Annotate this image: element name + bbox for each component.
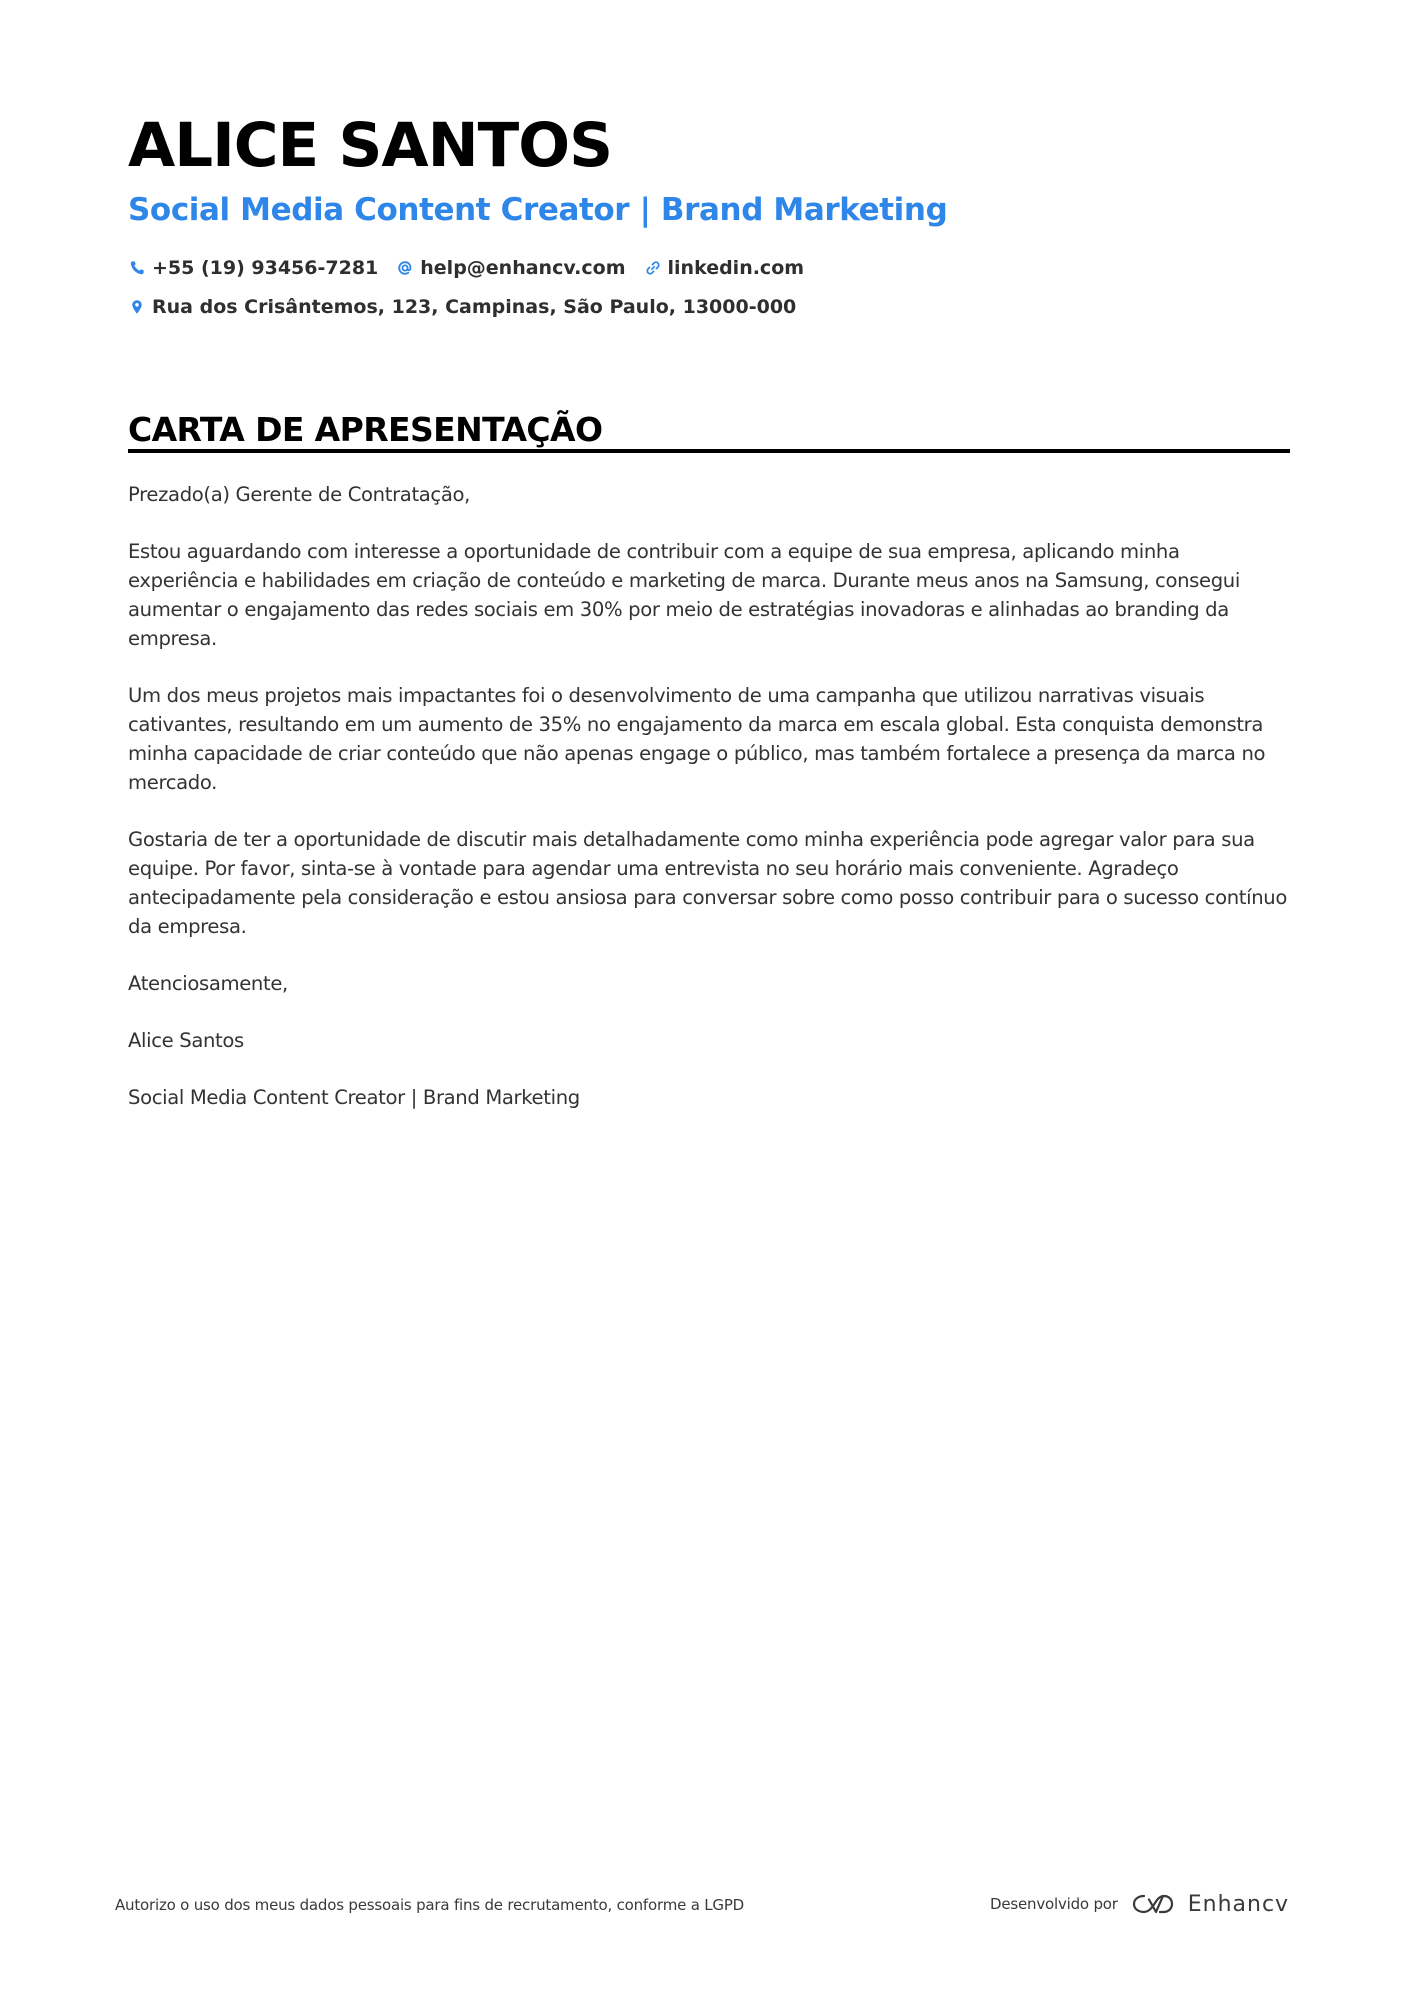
contact-address xyxy=(128,296,796,318)
signature-name: Alice Santos xyxy=(128,1029,244,1052)
phone-text: +55 (19) 93456-7281 xyxy=(152,257,379,279)
at-icon xyxy=(396,259,414,277)
candidate-headline: Social Media Content Creator | Brand Marketing xyxy=(128,192,948,228)
phone-icon xyxy=(128,259,146,277)
footer-consent: Autorizo o uso dos meus dados pessoais para fins de recrutamento, conforme a LGPD xyxy=(115,1896,745,1914)
letter-paragraph: Gostaria de ter a oportunidade de discutir mais detalhadamente como minha experiência pode agregar valor para sua equipe. Por favor, sinta-se à vontade para agendar uma entrevista no seu horário mais conveniente. Agradeço antecipadamente pela consideração e estou ansiosa para conversar sobre como posso contribuir para o sucesso contínuo da empresa. xyxy=(128,828,1288,938)
signature-title: Social Media Content Creator | Brand Marketing xyxy=(128,1086,580,1109)
address-row xyxy=(128,293,814,321)
footer-branding[interactable] xyxy=(990,1886,1289,1922)
powered-by-label: Desenvolvido por xyxy=(990,1895,1118,1913)
address-text: Rua dos Crisântemos, 123, Campinas, São Paulo, 13000-000 xyxy=(152,296,797,318)
section-title: CARTA DE APRESENTAÇÃO xyxy=(128,410,603,449)
contact-email[interactable] xyxy=(396,257,625,279)
contact-row xyxy=(128,254,822,282)
enhancv-logo-text: Enhancv xyxy=(1187,1891,1290,1917)
location-pin-icon xyxy=(128,298,146,316)
salutation: Prezado(a) Gerente de Contratação, xyxy=(128,483,471,506)
enhancv-logo-icon xyxy=(1130,1890,1176,1918)
candidate-name: ALICE SANTOS xyxy=(128,110,613,181)
contact-linkedin[interactable] xyxy=(644,257,805,279)
link-icon xyxy=(644,259,662,277)
letter-paragraph: Um dos meus projetos mais impactantes foi o desenvolvimento de uma campanha que utilizou narrativas visuais cativantes, resultando em um aumento de 35% no engajamento da marca em escala global. Esta conquista demonstra minha capacidade de criar conteúdo que não apenas engage o público, mas também fortalece a presença da marca no mercado. xyxy=(128,684,1266,794)
letter-body xyxy=(128,480,1293,1140)
linkedin-text: linkedin.com xyxy=(667,257,805,279)
section-divider xyxy=(128,449,1290,453)
contact-phone[interactable] xyxy=(128,257,378,279)
letter-paragraph: Estou aguardando com interesse a oportunidade de contribuir com a equipe de sua empresa, aplicando minha experiência e habilidades em criação de conteúdo e marketing de marca. Durante meus anos na Samsung, consegui aumentar o engajamento das redes sociais em 30% por meio de estratégias inovadoras e alinhadas ao branding da empresa. xyxy=(128,540,1240,650)
email-text: help@enhancv.com xyxy=(420,257,626,279)
closing: Atenciosamente, xyxy=(128,972,288,995)
